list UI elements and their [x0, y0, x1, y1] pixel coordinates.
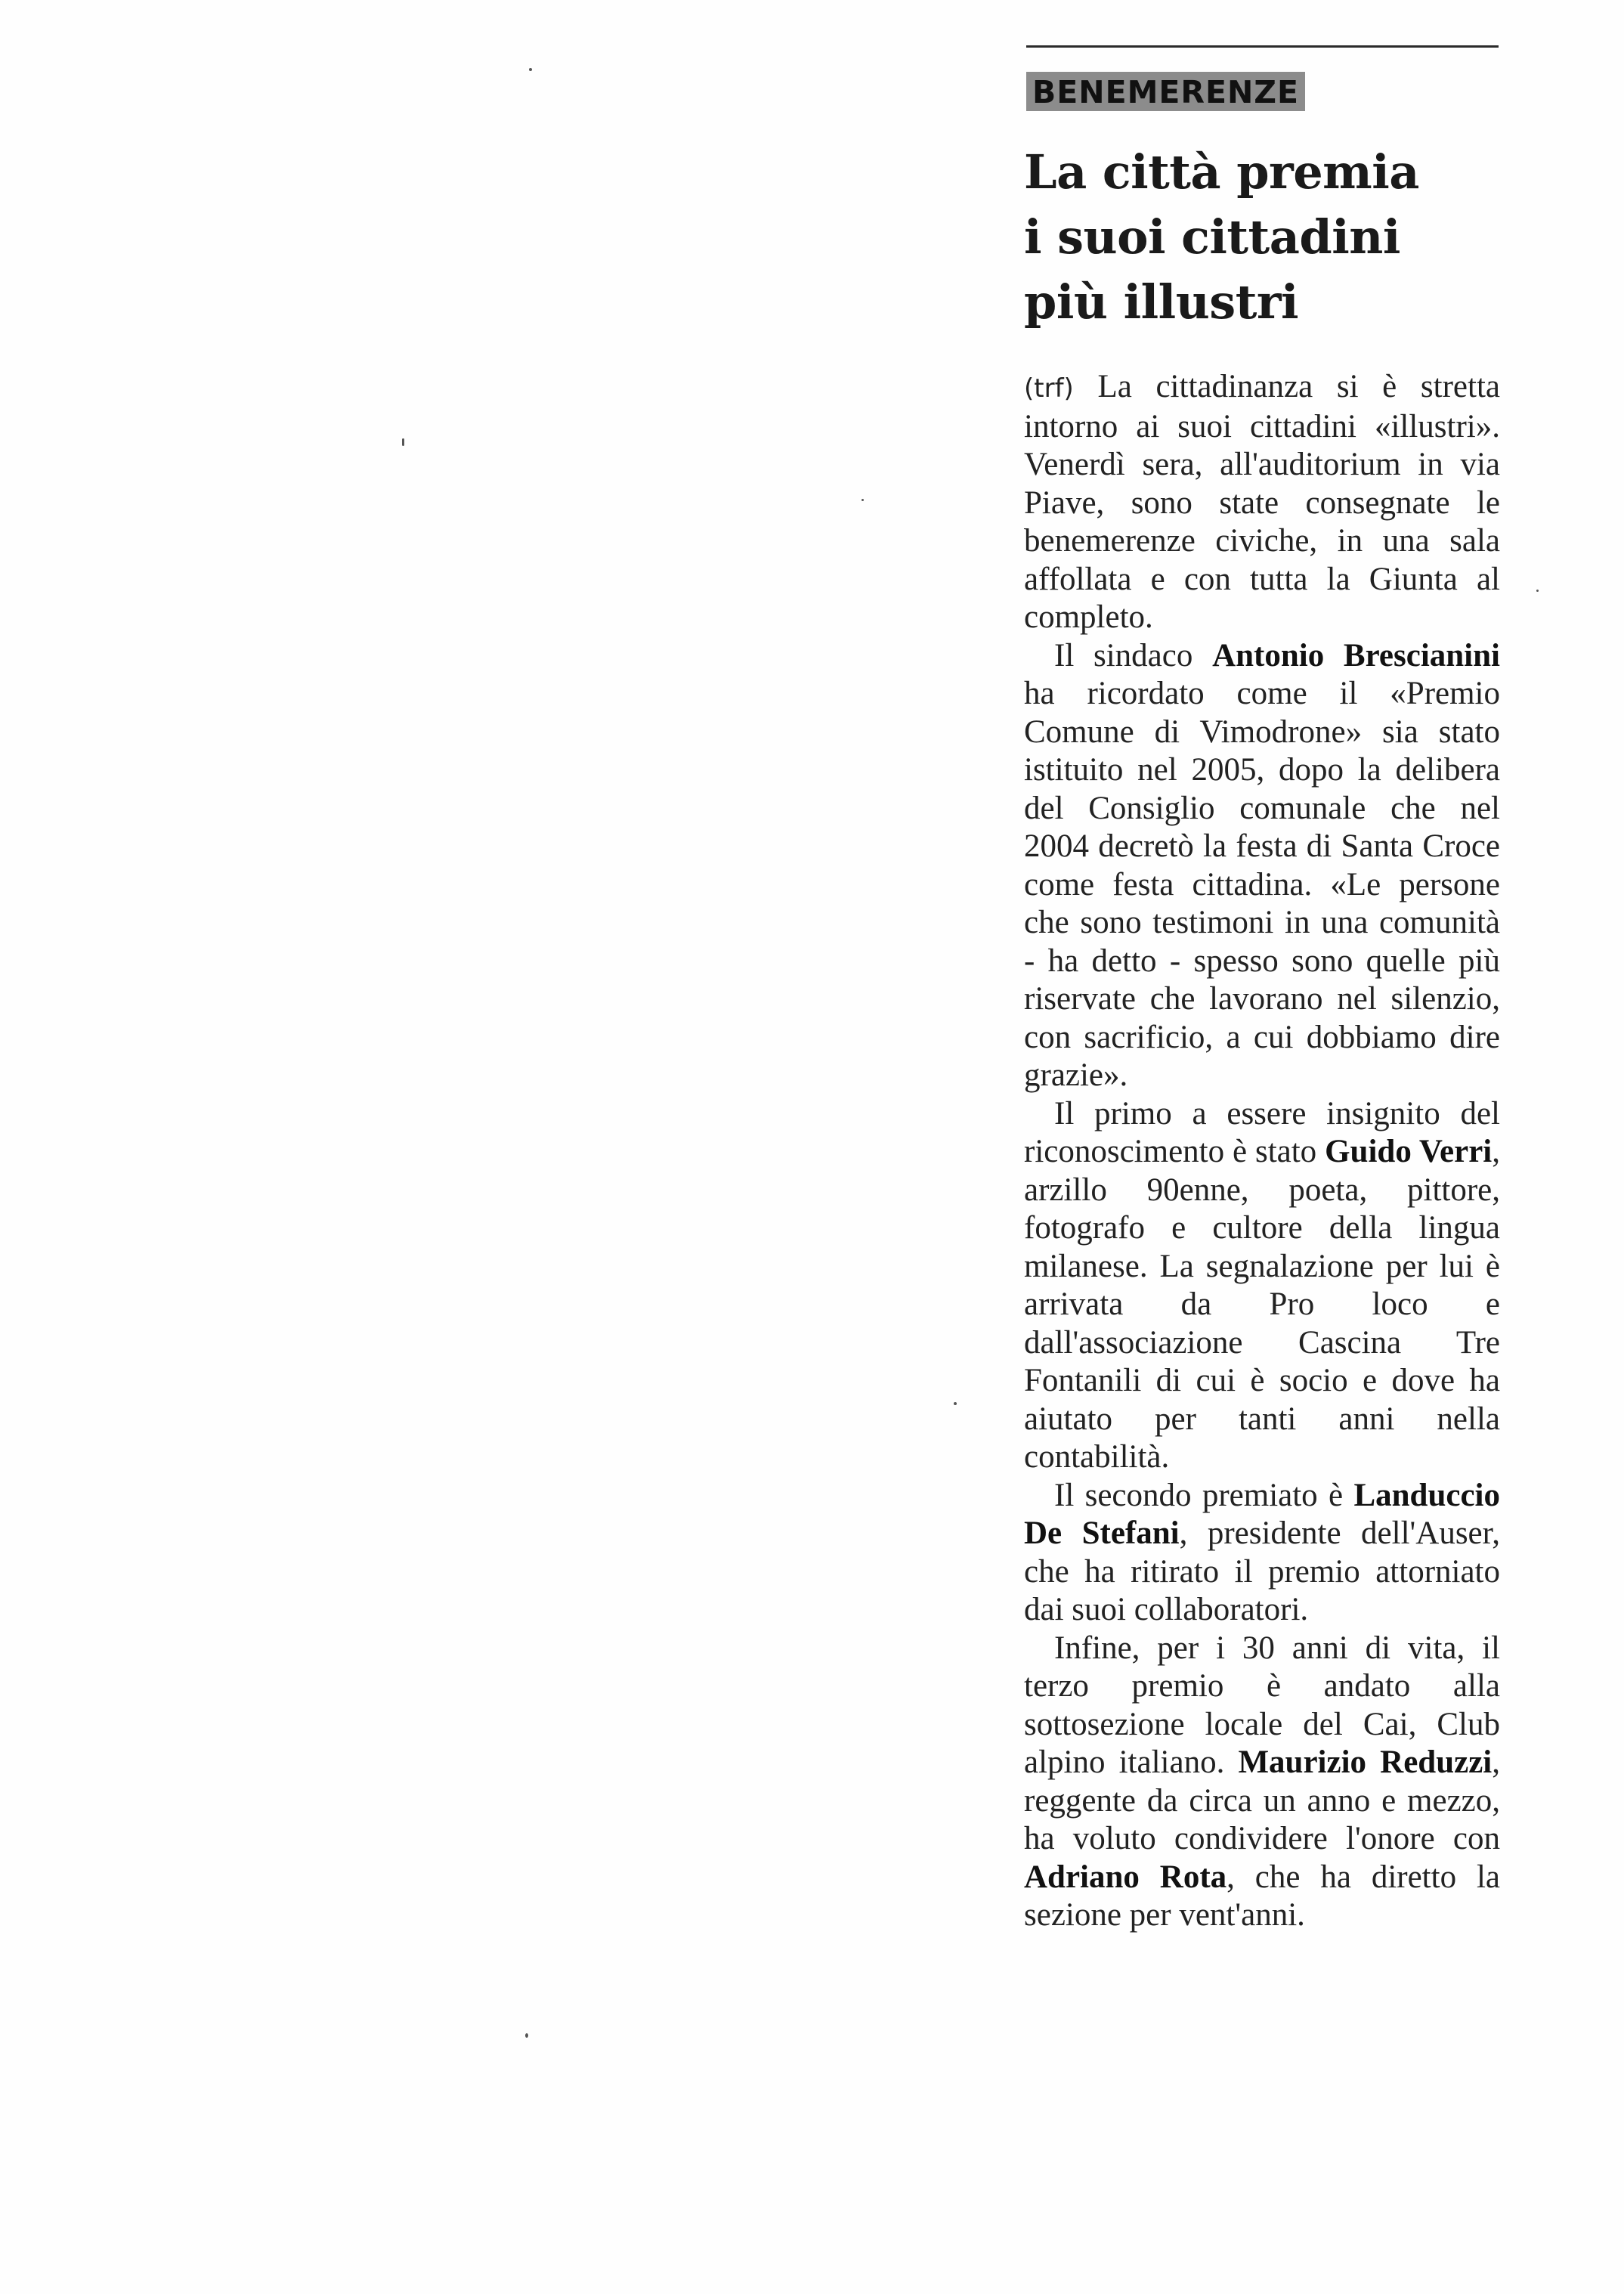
- section-kicker: BENEMERENZE: [1026, 72, 1305, 111]
- person-name-de-stefani: Landuccio De Stefani: [1024, 1477, 1500, 1551]
- top-rule: [1026, 45, 1499, 48]
- paragraph-1-text: La cittadinanza si è stretta intorno ai suoi cittadini «illustri». Venerdì sera, all'auditorium in via Piave, sono state consegnate le benemerenze civiche, in una sala affollata e con tutta la Giunta al completo.: [1024, 369, 1500, 635]
- paragraph-3-lead: Il primo a essere insignito del riconoscimento è stato: [1024, 1095, 1500, 1169]
- person-name-reduzzi: Maurizio Reduzzi: [1238, 1744, 1493, 1780]
- paragraph-2-lead: Il sindaco: [1054, 637, 1213, 673]
- headline-line-2: i suoi cittadini: [1024, 209, 1400, 265]
- author-sigla: (trf): [1024, 373, 1074, 404]
- scan-speck: [525, 2033, 528, 2038]
- headline: [1024, 140, 1500, 335]
- person-name-brescianini: Antonio Brescianini: [1212, 637, 1500, 673]
- paragraph-4-text: , presidente dell'Auser, che ha ritirato il premio attorniato dai suoi collaboratori.: [1024, 1515, 1500, 1627]
- newspaper-article: [1024, 45, 1500, 1935]
- paragraph-2-text: ha ricordato come il «Premio Comune di Vimodrone» sia stato istituito nel 2005, dopo la delibera del Consiglio comunale che nel 2004 decretò la festa di Santa Croce come festa cittadina. «Le persone che sono testimoni in una comunità - ha detto - spesso sono quelle più riservate che lavorano nel silenzio, con sacrificio, a cui dobbiamo dire grazie».: [1024, 676, 1500, 1093]
- paragraph-3: [1024, 1095, 1500, 1477]
- headline-line-3: più illustri: [1024, 274, 1299, 330]
- paragraph-4-lead: Il secondo premiato è: [1054, 1477, 1354, 1513]
- person-name-verri: Guido Verri: [1325, 1134, 1493, 1169]
- scan-speck: [954, 1402, 957, 1405]
- scan-speck: [402, 438, 404, 446]
- paragraph-5-lead: Infine, per i 30 anni di vita, il terzo premio è andato alla sottosezione locale del Cai, Club alpino italiano.: [1024, 1630, 1500, 1780]
- paragraph-2: [1024, 637, 1500, 1095]
- scan-speck: [529, 68, 532, 71]
- paragraph-3-text: , arzillo 90enne, poeta, pittore, fotografo e cultore della lingua milanese. La segnalazione per lui è arrivata da Pro loco e dall'associazione Cascina Tre Fontanili di cui è socio e dove ha aiutato per tanti anni nella contabilità.: [1024, 1134, 1500, 1475]
- paragraph-1: [1024, 368, 1500, 637]
- paragraph-5-mid: , reggente da circa un anno e mezzo, ha voluto condividere l'onore con: [1024, 1744, 1501, 1856]
- person-name-rota: Adriano Rota: [1024, 1859, 1227, 1895]
- paragraph-5: [1024, 1630, 1500, 1935]
- paragraph-5-text: , che ha diretto la sezione per vent'anni.: [1024, 1859, 1500, 1933]
- headline-line-1: La città premia: [1024, 144, 1419, 200]
- paragraph-4: [1024, 1477, 1500, 1630]
- article-body: [1024, 368, 1500, 1935]
- scan-speck: [1536, 590, 1539, 592]
- scan-speck: [861, 499, 864, 501]
